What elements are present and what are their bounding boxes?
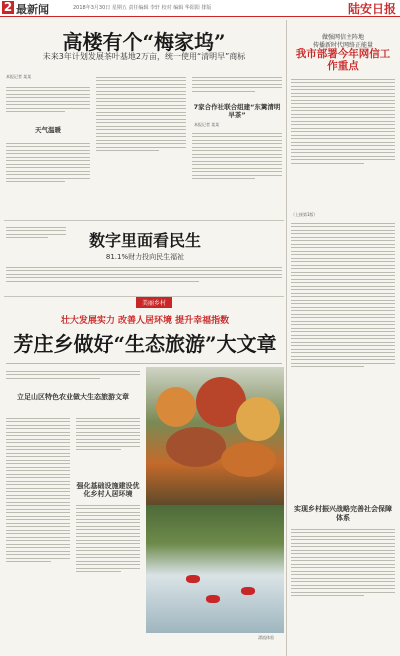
- photo-red-maples: [146, 367, 284, 505]
- bottom-kicker: 壮大发展实力 改善人居环境 提升幸福指数: [60, 316, 230, 326]
- bottom-col-2: [76, 415, 140, 453]
- bottom-col-1: [6, 415, 70, 565]
- mid-body: [6, 264, 282, 284]
- section-number: 2: [3, 0, 13, 14]
- bottom-section-b: 强化基础设施建设优化乡村人居环境: [76, 482, 140, 498]
- lead-headline: 高楼有个“梅家坞”: [62, 30, 226, 54]
- bottom-headline: 芳庄乡做好“生态旅游”大文章: [13, 332, 277, 356]
- mid-headline: 数字里面看民生: [88, 231, 201, 250]
- lead-section-b: 7家合作社联合组建“东篱清明早茶”: [193, 103, 281, 119]
- section-title: 最新闻: [16, 3, 49, 16]
- page-header: [0, 0, 400, 17]
- photo-caption-2: 漂流体验: [258, 635, 274, 640]
- photo-caption-1: 红枫丛林: [258, 498, 274, 503]
- bottom-section-a: 立足山区特色农业做大生态旅游文章: [17, 393, 129, 401]
- right-kicker-1: 做强网信主阵地: [321, 34, 364, 41]
- lead-col-2: [96, 74, 186, 154]
- right-byline: （上接第1版）: [291, 212, 318, 217]
- divider-1: [4, 220, 284, 221]
- lead-col-1b: [6, 140, 90, 185]
- right-kicker-2: 传播新时代网络正能量: [312, 42, 373, 49]
- right-headline: 我市部署今年网信工作重点: [295, 48, 391, 72]
- bottom-col-2b: [76, 502, 140, 575]
- bottom-section-c: 实现乡村振兴战略完善社会保障体系: [294, 505, 392, 522]
- lead-col-3b: [192, 130, 282, 182]
- right-col-mid: [291, 220, 395, 370]
- bottom-intro-col: [6, 368, 140, 381]
- lead-reporter-b: 本报记者 某某: [194, 122, 220, 127]
- lead-col-3: [192, 74, 282, 94]
- right-col-top: [291, 76, 395, 166]
- lead-col-1: [6, 84, 90, 115]
- photo-rafting: [146, 505, 284, 633]
- bottom-intro: [6, 360, 282, 366]
- lead-byline: 本报记者 某某: [6, 74, 32, 79]
- right-col-bottom: [291, 526, 395, 599]
- lead-subhead: 未来3年计划发展茶叶基地2万亩，统一使用“清明早”商标: [42, 52, 246, 61]
- lead-section-a: 天气温暖: [35, 126, 61, 134]
- issue-meta: 2018年3月30日 星期五 责任编辑 李轩 校对 编辑 华阳阳 排版: [73, 5, 212, 11]
- masthead: 陆安日报: [347, 2, 396, 16]
- mid-subhead: 81.1%财力投向民生福祉: [105, 253, 185, 261]
- column-divider: [286, 20, 287, 656]
- section-tag: 美丽乡村: [136, 297, 172, 308]
